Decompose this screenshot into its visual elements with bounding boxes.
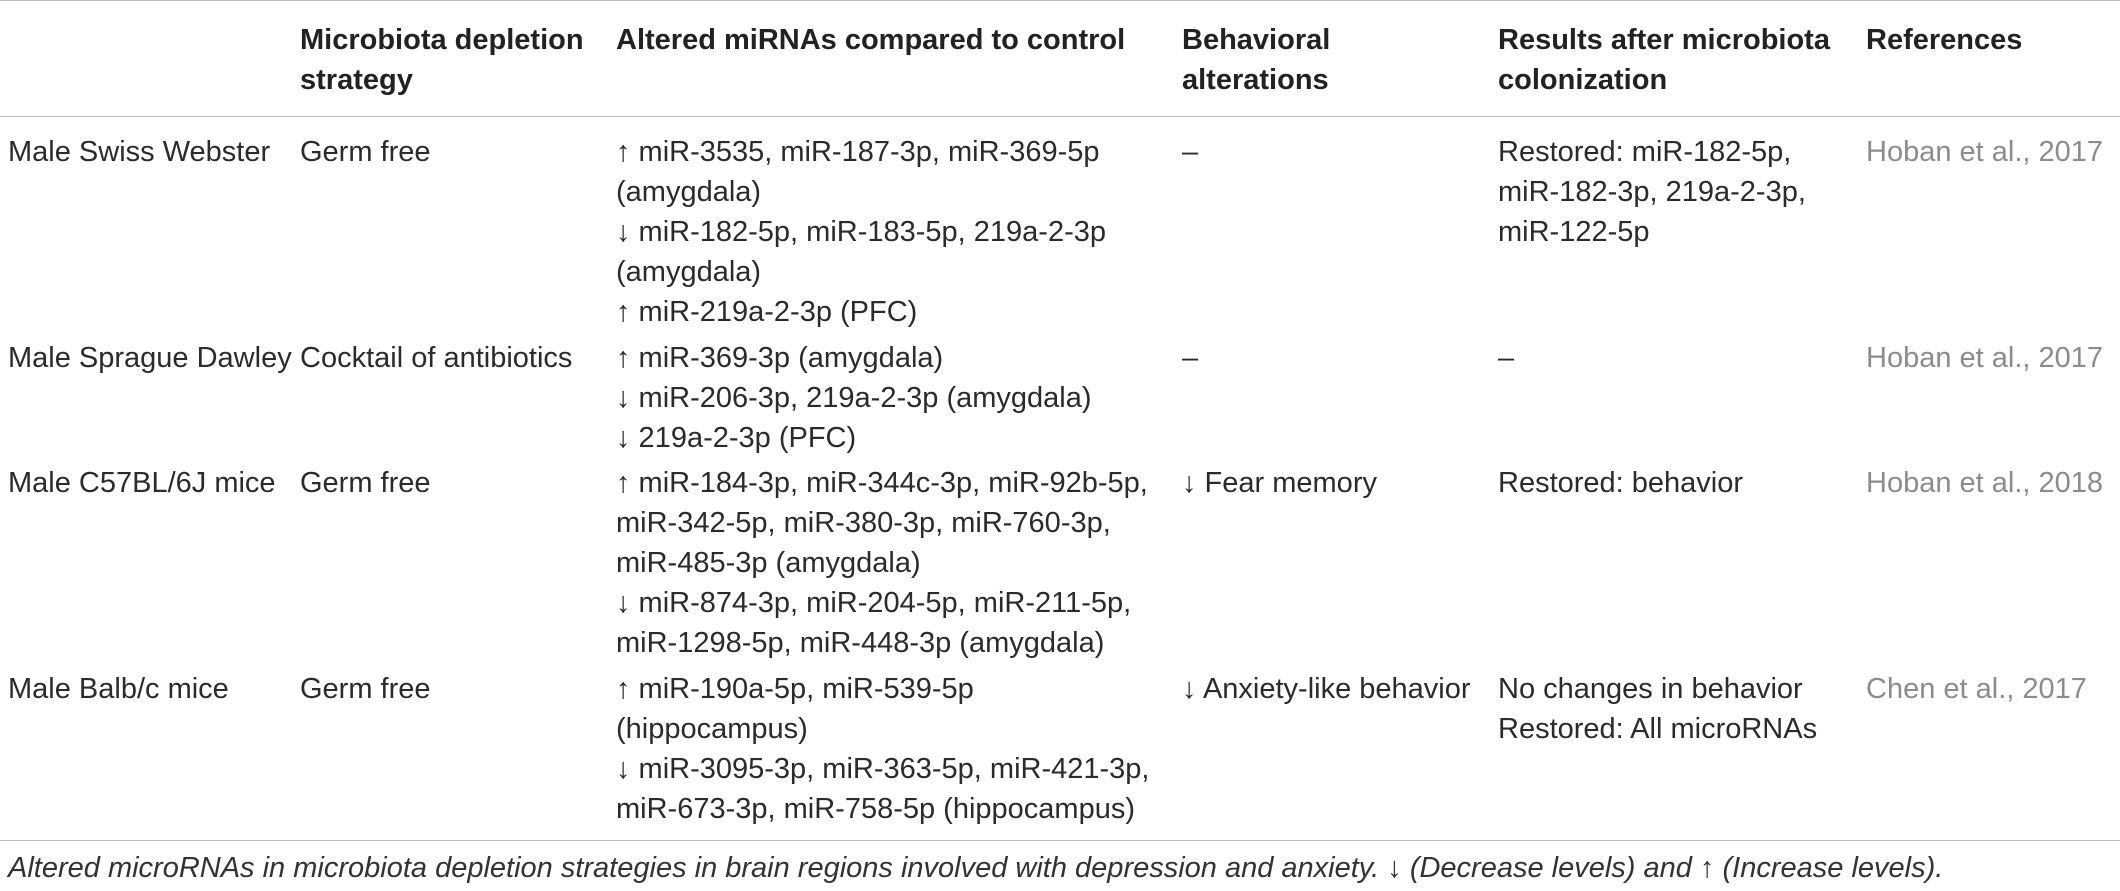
- row2-behavior: –: [1182, 342, 1199, 374]
- table-top-rule: [0, 0, 2120, 1]
- row2-mirnas: ↑ miR-369-3p (amygdala) ↓ miR-206-3p, 219a-2-3p (amygdala) ↓ 219a-2-3p (PFC): [616, 342, 1092, 454]
- row3-reference-link[interactable]: Hoban et al., 2018: [1866, 467, 2104, 499]
- row4-results: No changes in behavior Restored: All microRNAs: [1498, 673, 1818, 745]
- row2-reference-link[interactable]: Hoban et al., 2017: [1866, 342, 2104, 374]
- header-bottom-rule: [0, 116, 2120, 117]
- header-behavior: Behavioral alterations: [1182, 24, 1331, 96]
- row3-mirnas: ↑ miR-184-3p, miR-344c-3p, miR-92b-5p, miR-342-5p, miR-380-3p, miR-760-3p, miR-485-3p (amygdala) ↓ miR-874-3p, miR-204-5p, miR-211-5p, miR-1298-5p, miR-448-3p (amygdala): [616, 467, 1148, 659]
- table-bottom-rule: [0, 840, 2120, 841]
- header-mirnas: Altered miRNAs compared to control: [616, 24, 1126, 56]
- row3-subject: Male C57BL/6J mice: [8, 467, 276, 499]
- row1-strategy: Germ free: [300, 136, 431, 168]
- table-caption: Altered microRNAs in microbiota depletion strategies in brain regions involved with depression and anxiety. ↓ (Decrease levels) and ↑ (Increase levels).: [8, 852, 1944, 884]
- row4-subject: Male Balb/c mice: [8, 673, 229, 705]
- row1-behavior: –: [1182, 136, 1199, 168]
- header-references: References: [1866, 24, 2023, 56]
- row3-results: Restored: behavior: [1498, 467, 1744, 499]
- row4-behavior: ↓ Anxiety-like behavior: [1182, 673, 1471, 705]
- row2-strategy: Cocktail of antibiotics: [300, 342, 573, 374]
- row2-subject: Male Sprague Dawley: [8, 342, 292, 374]
- row3-strategy: Germ free: [300, 467, 431, 499]
- row1-mirnas: ↑ miR-3535, miR-187-3p, miR-369-5p (amygdala) ↓ miR-182-5p, miR-183-5p, 219a-2-3p (amygdala) ↑ miR-219a-2-3p (PFC): [616, 136, 1106, 328]
- row4-reference-link[interactable]: Chen et al., 2017: [1866, 673, 2087, 705]
- row1-reference-link[interactable]: Hoban et al., 2017: [1866, 136, 2104, 168]
- row3-behavior: ↓ Fear memory: [1182, 467, 1377, 499]
- row4-mirnas: ↑ miR-190a-5p, miR-539-5p (hippocampus) ↓ miR-3095-3p, miR-363-5p, miR-421-3p, miR-673-3p, miR-758-5p (hippocampus): [616, 673, 1150, 825]
- header-results: Results after microbiota colonization: [1498, 24, 1830, 96]
- row1-results: Restored: miR-182-5p, miR-182-3p, 219a-2-3p, miR-122-5p: [1498, 136, 1806, 248]
- header-strategy: Microbiota depletion strategy: [300, 24, 584, 96]
- row4-strategy: Germ free: [300, 673, 431, 705]
- row2-results: –: [1498, 342, 1515, 374]
- row1-subject: Male Swiss Webster: [8, 136, 271, 168]
